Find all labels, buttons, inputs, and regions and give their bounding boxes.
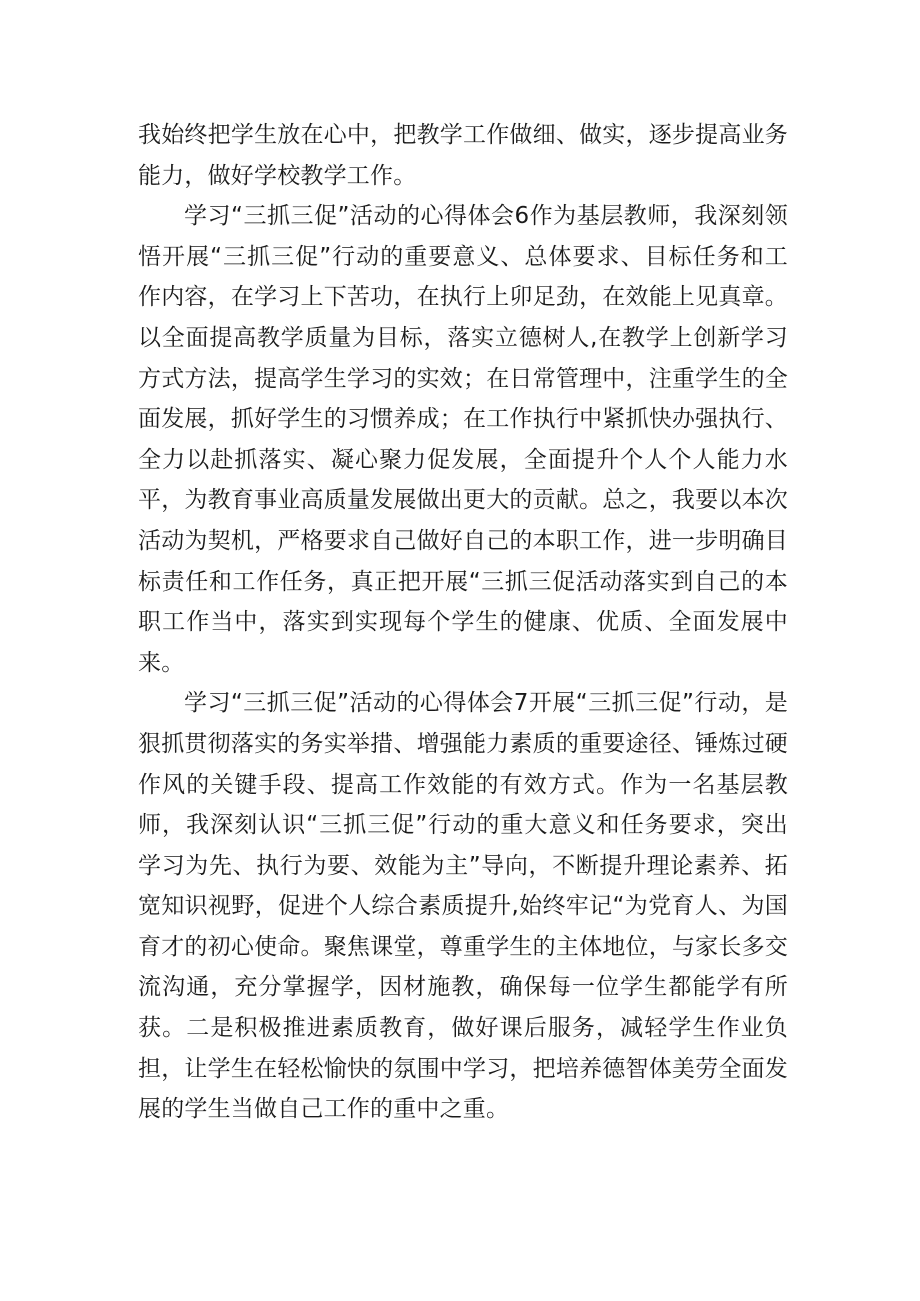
paragraph-reflection-6: 学习“三抓三促”活动的心得体会6作为基层教师，我深刻领悟开展“三抓三促”行动的重要意义、总体要求、目标任务和工作内容，在学习上下苦功，在执行上卯足劲，在效能上见真章。以全面提高教学质量为目标，落实立德树人,在教学上创新学习方式方法，提高学生学习的实效；在日常管理中，注重学生的全面发展，抓好学生的习惯养成；在工作执行中紧抓快办强执行、全力以赴抓落实、凝心聚力促发展，全面提升个人个人能力水平，为教育事业高质量发展做出更大的贡献。总之，我要以本次活动为契机，严格要求自己做好自己的本职工作，进一步明确目标责任和工作任务，真正把开展“三抓三促活动落实到自己的本职工作当中，落实到实现每个学生的健康、优质、全面发展中来。 (138, 203, 788, 676)
paragraph-continuation: 我始终把学生放在心中，把教学工作做细、做实，逐步提高业务能力，做好学校教学工作。 (138, 122, 788, 189)
paragraph-reflection-7: 学习“三抓三促”活动的心得体会7开展“三抓三促”行动，是狠抓贯彻落实的务实举措、增强能力素质的重要途径、锤炼过硬作风的关键手段、提高工作效能的有效方式。作为一名基层教师，我深刻认识“三抓三促”行动的重大意义和任务要求，突出学习为先、执行为要、效能为主”导向，不断提升理论素养、拓宽知识视野，促进个人综合素质提升,始终牢记“为党育人、为国育才的初心使命。聚焦课堂，尊重学生的主体地位，与家长多交流沟通，充分掌握学，因材施教，确保每一位学生都能学有所获。二是积极推进素质教育，做好课后服务，减轻学生作业负担，让学生在轻松愉快的氛围中学习，把培养德智体美劳全面发展的学生当做自己工作的重中之重。 (138, 690, 788, 1123)
document-body (138, 115, 788, 1130)
